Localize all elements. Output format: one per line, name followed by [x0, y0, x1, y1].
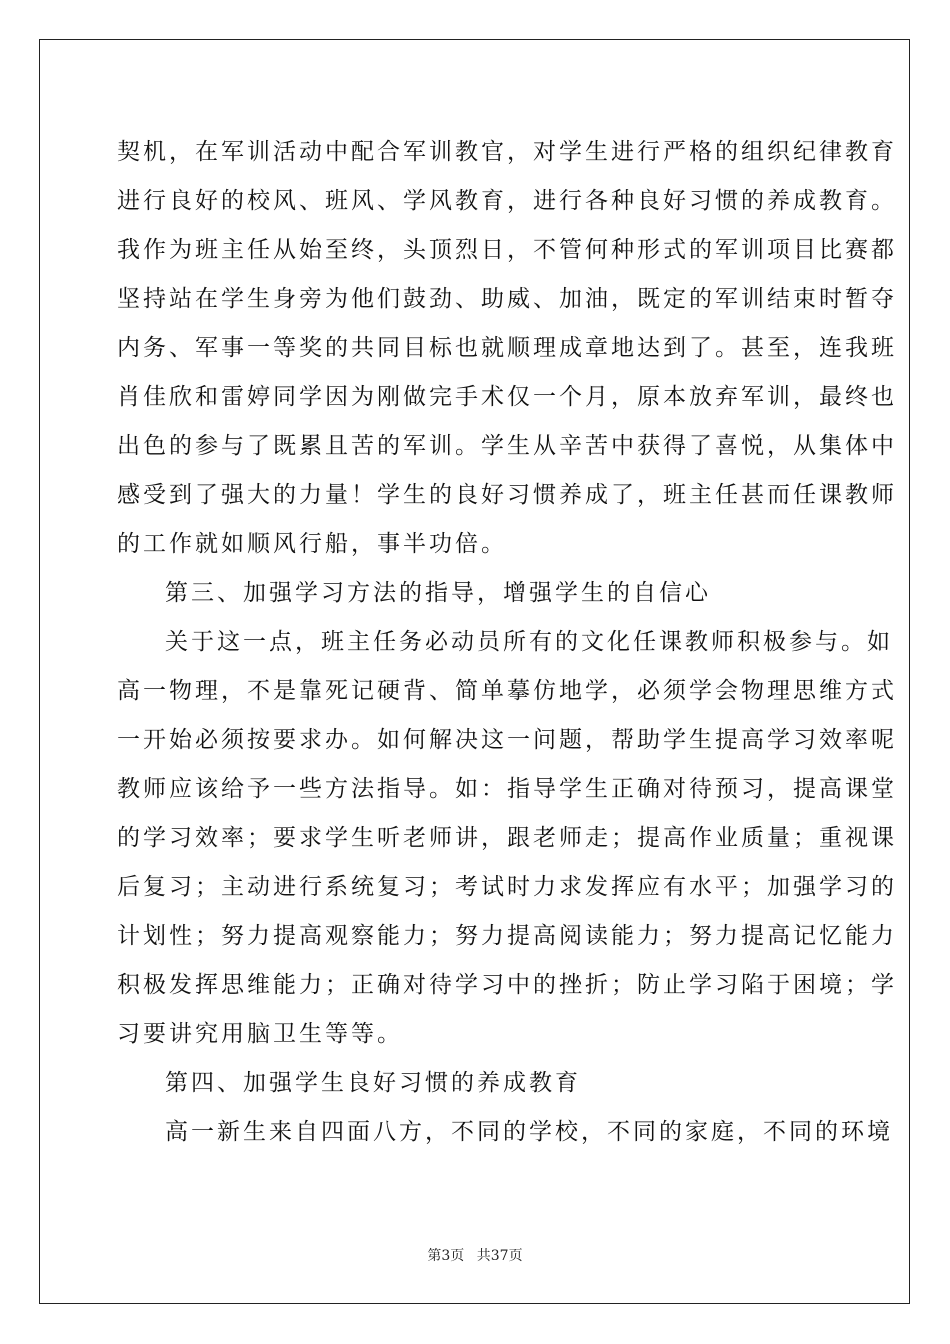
- text-line: 第四、加强学生良好习惯的养成教育: [165, 1070, 581, 1096]
- text-line: 第三、加强学习方法的指导，增强学生的自信心: [165, 580, 711, 606]
- text-line: 关于这一点，班主任务必动员所有的文化任课教师积极参与。如: [165, 629, 893, 655]
- text-line: 计划性；努力提高观察能力；努力提高阅读能力；努力提高记忆能力: [117, 923, 897, 949]
- document-body: [117, 128, 897, 1157]
- text-line: 内务、军事一等奖的共同目标也就顺理成章地达到了。甚至，连我班: [117, 335, 897, 361]
- text-line: 积极发挥思维能力；正确对待学习中的挫折；防止学习陷于困境；学: [117, 972, 897, 998]
- page-footer: [0, 1245, 950, 1265]
- text-line: 我作为班主任从始至终，头顶烈日，不管何种形式的军训项目比赛都: [117, 237, 897, 263]
- text-line: 一开始必须按要求办。如何解决这一问题，帮助学生提高学习效率呢: [117, 727, 897, 753]
- text-line: 的学习效率；要求学生听老师讲，跟老师走；提高作业质量；重视课: [117, 825, 897, 851]
- text-line: 的工作就如顺风行船，事半功倍。: [117, 531, 507, 557]
- page-number: 第3页: [427, 1248, 465, 1264]
- text-line: 教师应该给予一些方法指导。如：指导学生正确对待预习，提高课堂: [117, 776, 897, 802]
- text-line: 高一物理，不是靠死记硬背、简单摹仿地学，必须学会物理思维方式: [117, 678, 897, 704]
- text-line: 高一新生来自四面八方，不同的学校，不同的家庭，不同的环境: [165, 1119, 893, 1145]
- text-line: 出色的参与了既累且苦的军训。学生从辛苦中获得了喜悦，从集体中: [117, 433, 897, 459]
- text-line: 后复习；主动进行系统复习；考试时力求发挥应有水平；加强学习的: [117, 874, 897, 900]
- page-total: 共37页: [476, 1248, 523, 1264]
- text-line: 习要讲究用脑卫生等等。: [117, 1021, 403, 1047]
- text-line: 感受到了强大的力量！学生的良好习惯养成了，班主任甚而任课教师: [117, 482, 897, 508]
- text-line: 坚持站在学生身旁为他们鼓劲、助威、加油，既定的军训结束时暂夺: [117, 286, 897, 312]
- text-line: 肖佳欣和雷婷同学因为刚做完手术仅一个月，原本放弃军训，最终也: [117, 384, 897, 410]
- text-line: 契机，在军训活动中配合军训教官，对学生进行严格的组织纪律教育: [117, 139, 897, 165]
- text-line: 进行良好的校风、班风、学风教育，进行各种良好习惯的养成教育。: [117, 188, 897, 214]
